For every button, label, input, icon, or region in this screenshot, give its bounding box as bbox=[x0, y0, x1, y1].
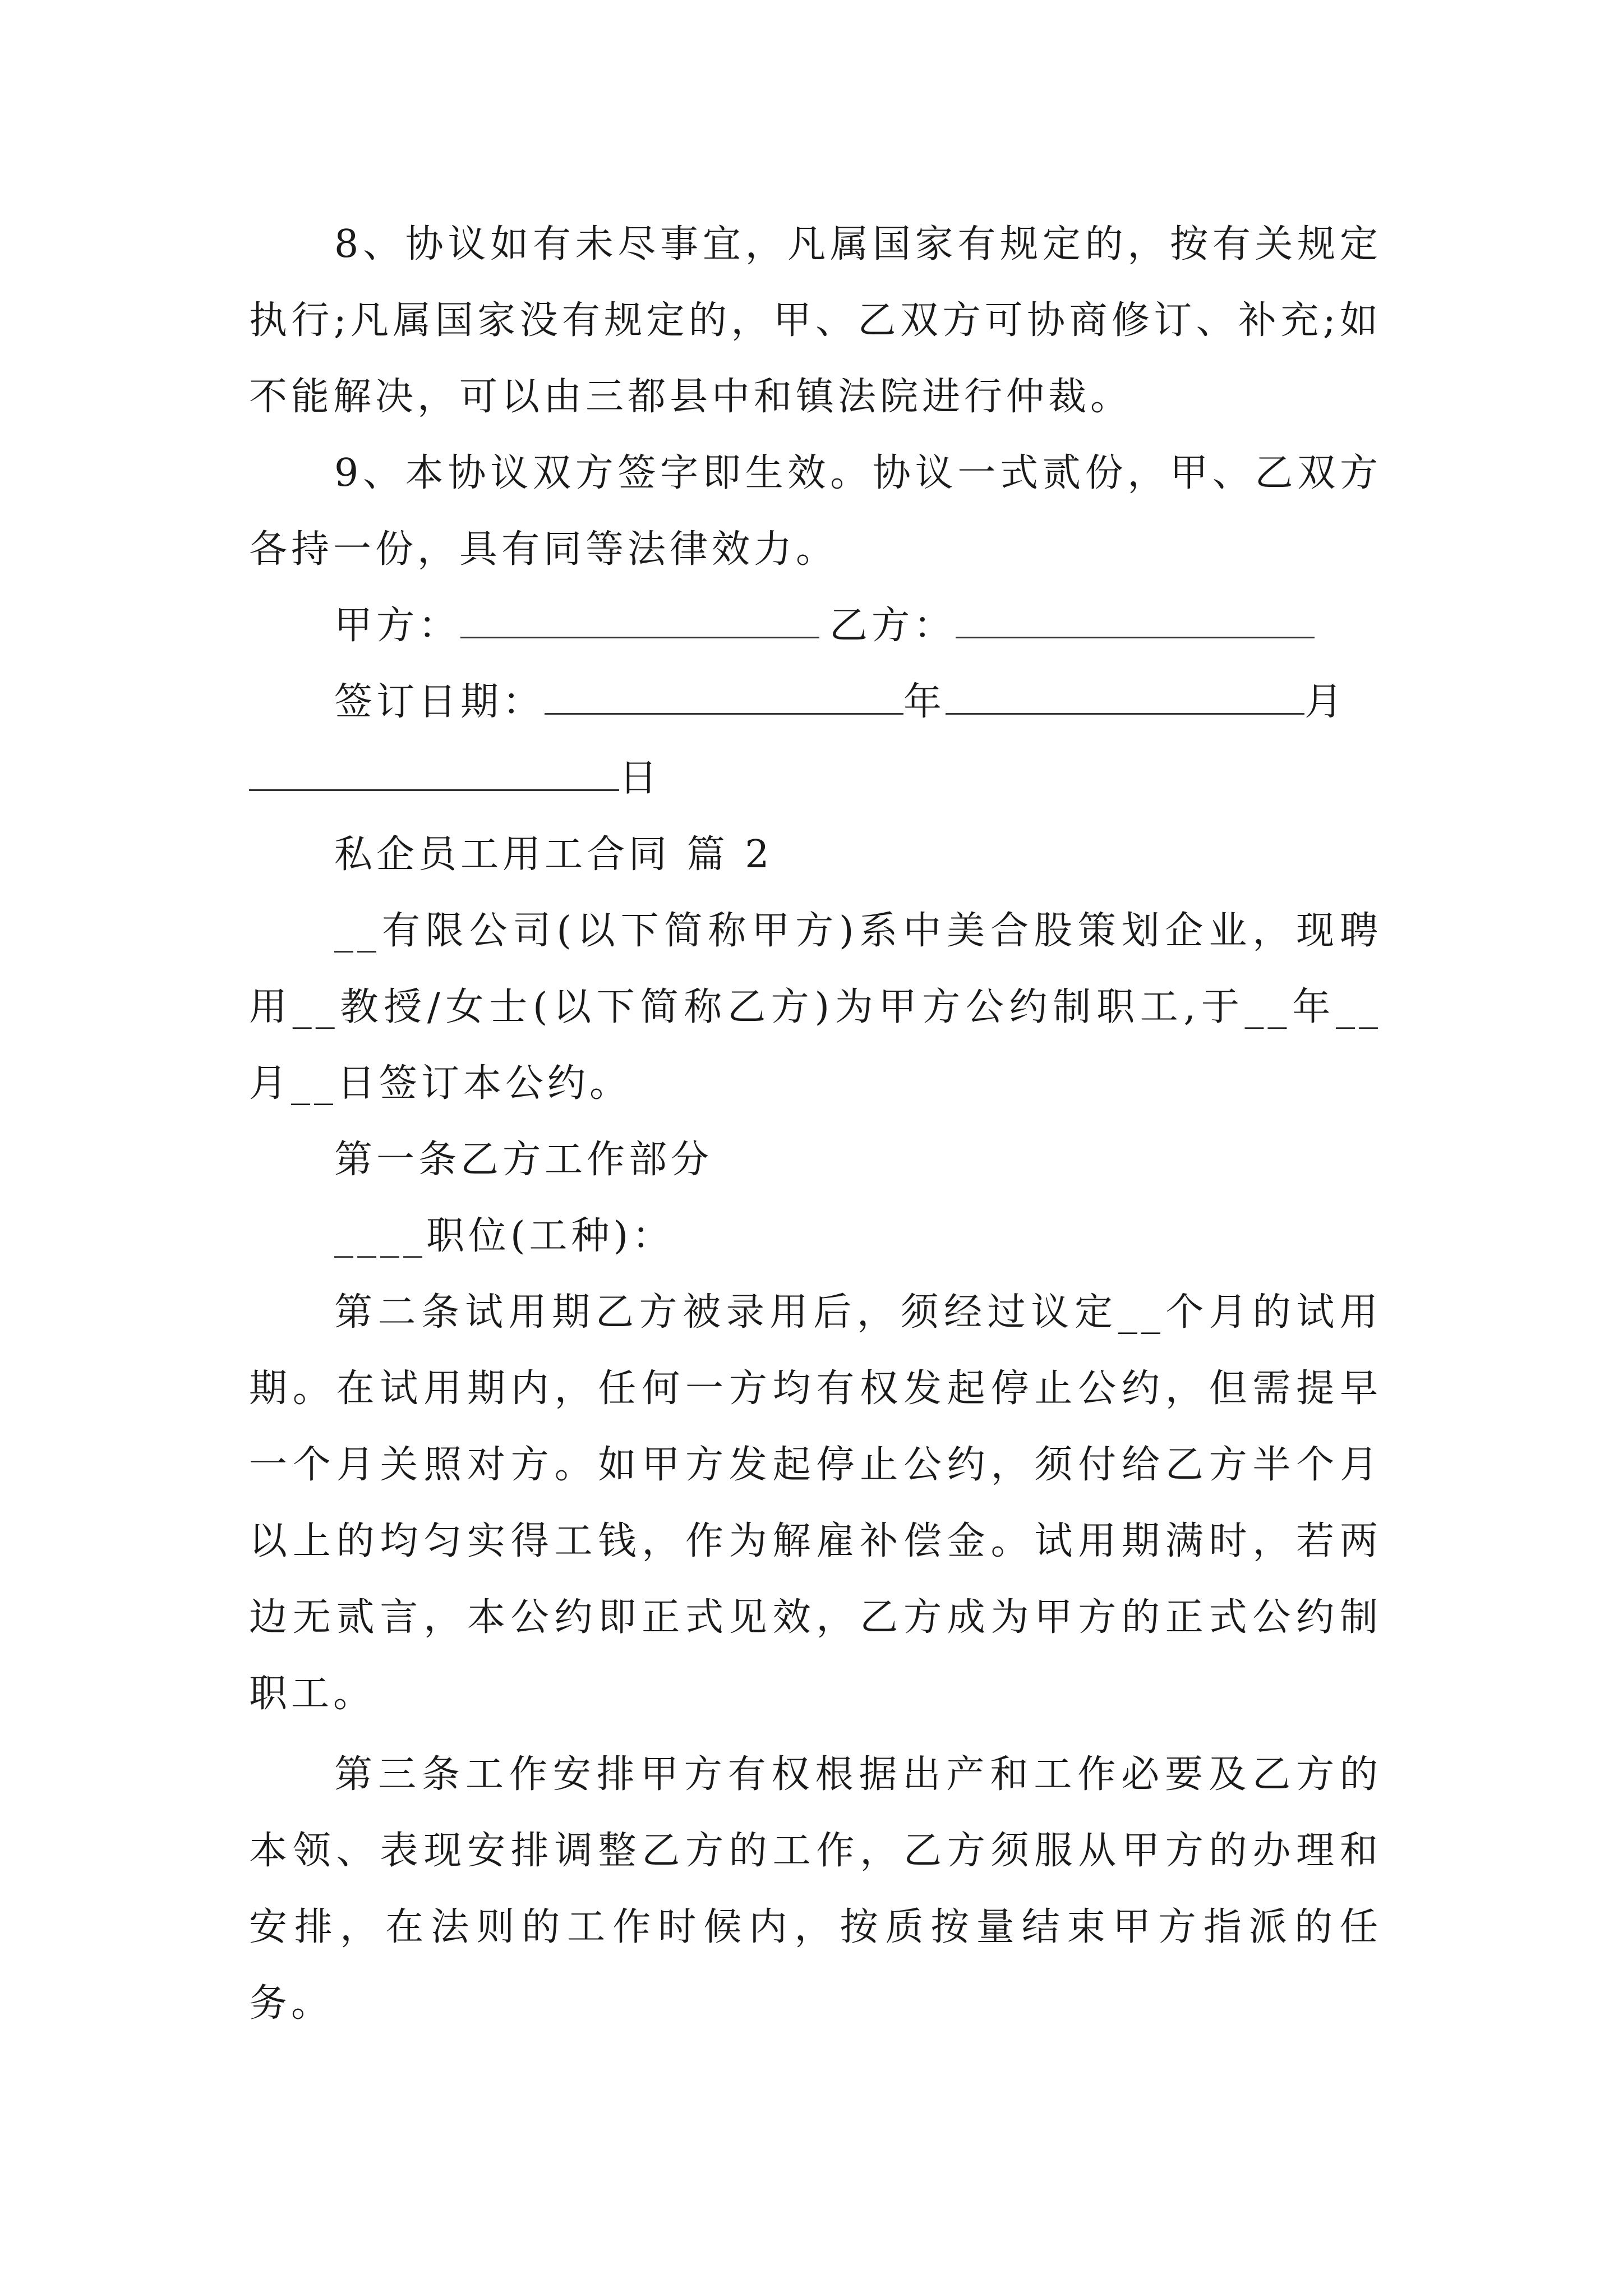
section-title: 私企员工用工合同 篇 2 bbox=[334, 832, 773, 877]
article-1-title: 第一条乙方工作部分 bbox=[334, 1138, 713, 1182]
day-row bbox=[249, 740, 661, 817]
party-a-blank bbox=[460, 603, 819, 638]
party-a-label: 甲方： bbox=[334, 604, 461, 648]
party-b-label: 乙方： bbox=[829, 604, 956, 648]
sign-date-label: 签订日期： bbox=[334, 680, 545, 724]
clause-8: 8、协议如有未尽事宜，凡属国家有规定的，按有关规定执行;凡属国家没有规定的，甲、乙双方可协商修订、补充;如不能解决，可以由三都县中和镇法院进行仲裁。 bbox=[249, 222, 1382, 419]
article-2: 第二条试用期乙方被录用后，须经过议定__个月的试用期。在试用期内，任何一方均有权发起停止公约，但需提早一个月关照对方。如甲方发起停止公约，须付给乙方半个月以上的均匀实得工钱，作为解雇补偿金。试用期满时，若两边无贰言，本公约即正式见效，乙方成为甲方的正式公约制职工。 bbox=[249, 1290, 1382, 1716]
article-3: 第三条工作安排甲方有权根据出产和工作必要及乙方的本领、表现安排调整乙方的工作，乙方须服从甲方的办理和安排，在法则的工作时候内，按质按量结束甲方指派的任务。 bbox=[249, 1752, 1382, 2026]
contract-intro: __有限公司(以下简称甲方)系中美合股策划企业，现聘用__教授/女士(以下简称乙方)为甲方公约制职工,于__年__月__日签订本公约。 bbox=[249, 909, 1382, 1106]
month-label: 月 bbox=[1304, 680, 1347, 724]
sign-date-row bbox=[334, 664, 1347, 740]
year-label: 年 bbox=[903, 680, 946, 724]
party-signature-row bbox=[334, 588, 1315, 664]
month-blank bbox=[946, 679, 1304, 715]
article-1-position: ____职位(工种)： bbox=[334, 1214, 675, 1258]
clause-9: 9、本协议双方签字即生效。协议一式贰份，甲、乙双方各持一份，具有同等法律效力。 bbox=[249, 451, 1382, 572]
party-b-blank bbox=[956, 603, 1315, 638]
day-label: 日 bbox=[619, 756, 662, 800]
year-blank bbox=[545, 679, 903, 715]
day-blank bbox=[249, 756, 619, 791]
